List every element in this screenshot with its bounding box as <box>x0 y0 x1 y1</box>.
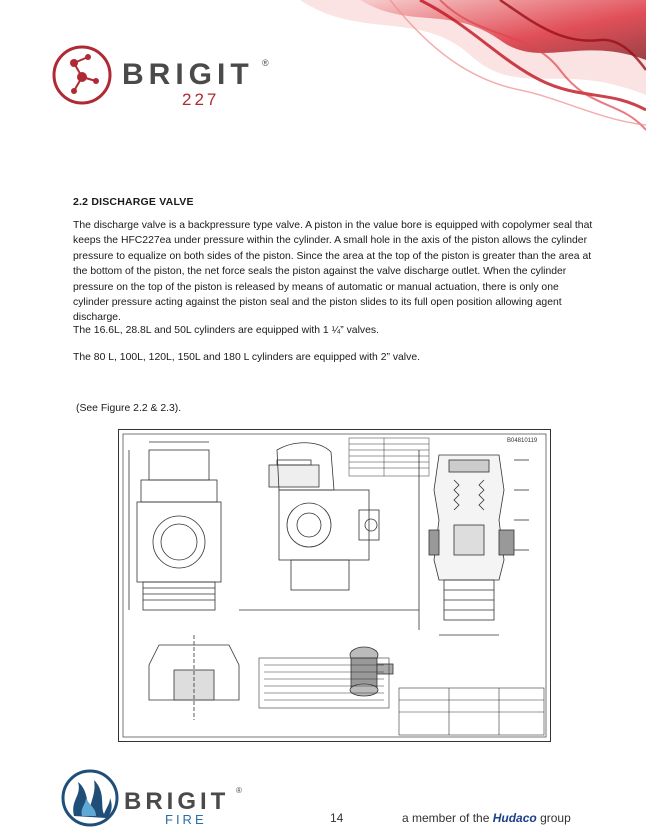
member-prefix: a member of the <box>402 811 490 825</box>
brand-registered-mark: ® <box>262 58 269 68</box>
drawing-title-block <box>259 658 544 735</box>
brigit-fire-flame-logo <box>60 768 120 828</box>
paragraph-small-cylinders: The 16.6L, 28.8L and 50L cylinders are equipped with 1 ¼” valves. <box>73 325 379 336</box>
valve-cross-section <box>419 450 529 635</box>
drawing-number: B04810119 <box>507 438 538 444</box>
paragraph-large-cylinders: The 80 L, 100L, 120L, 150L and 180 L cylinders are equipped with 2” valve. <box>73 352 420 363</box>
footer-brand-name: BRIGIT <box>124 788 230 815</box>
paragraph-valve-description: The discharge valve is a backpressure type valve. A piston in the value bore is equipped with copolymer seal that keeps the HFC227ea under pressure within the cylinder. A small hole in the axis of the piston allows the cylinder pressure to equalize on both sides of the piston. Since the area at the top of the piston is greater than the area at the bottom of the piston, the net force seals the piston against the valve discharge outlet. When the cylinder pressure on the top of the piston is released by means of automatic or manual actuation, there is only one cylinder pressure acting against the piston seal and the piston slides to its full open position allowing agent discharge. <box>73 220 593 324</box>
valve-technical-drawing <box>118 429 551 742</box>
brand-name: BRIGIT <box>122 58 254 91</box>
hudaco-name: Hudaco <box>492 811 537 825</box>
section-heading: 2.2 DISCHARGE VALVE <box>73 196 194 208</box>
member-suffix: group <box>540 811 571 825</box>
page-number: 14 <box>330 811 344 825</box>
valve-isometric <box>350 647 393 696</box>
valve-drawing-svg <box>119 430 550 741</box>
valve-section-bottom <box>149 635 239 720</box>
footer-registered-mark: ® <box>236 786 242 795</box>
drawing-spec-table <box>349 438 429 476</box>
valve-front-view <box>129 442 221 610</box>
figure-reference: (See Figure 2.2 & 2.3). <box>76 403 182 414</box>
footer-brand-subtitle: FIRE <box>165 812 207 827</box>
member-of-hudaco <box>402 811 571 825</box>
brand-subtitle: 227 <box>182 90 220 109</box>
